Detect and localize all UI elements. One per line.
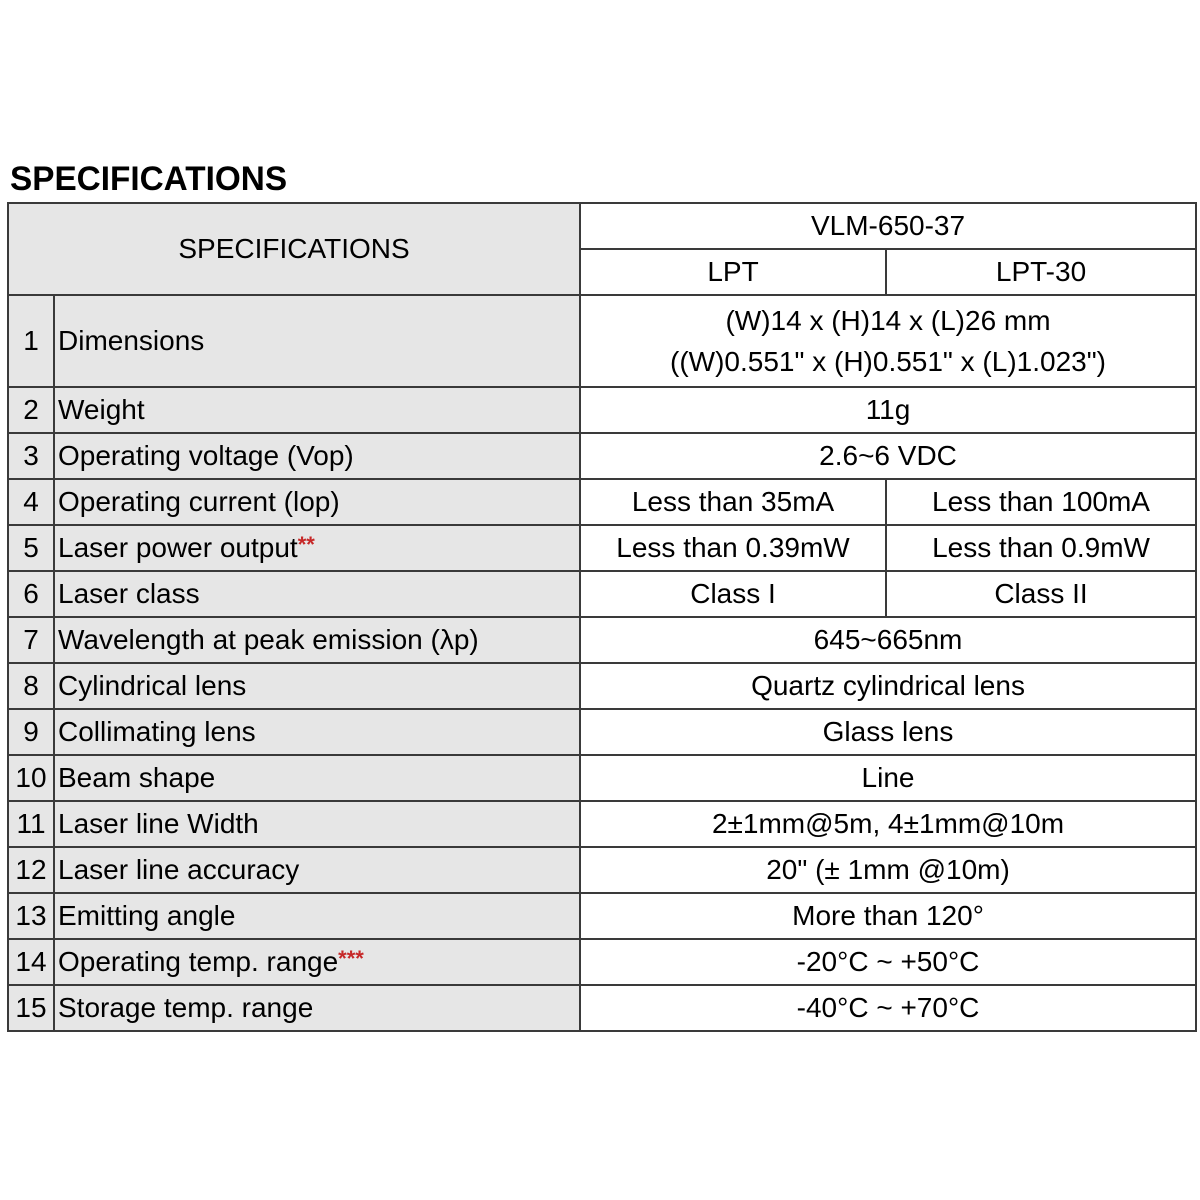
row-number: 6	[8, 571, 54, 617]
row-value-lpt30: Less than 0.9mW	[886, 525, 1196, 571]
table-row	[8, 295, 1196, 387]
row-label: Laser line Width	[54, 801, 580, 847]
row-value: 20" (± 1mm @10m)	[580, 847, 1196, 893]
table-row	[8, 663, 1196, 709]
row-value-lpt: Less than 0.39mW	[580, 525, 886, 571]
footnote-mark: ***	[338, 945, 364, 971]
row-number: 10	[8, 755, 54, 801]
table-row	[8, 847, 1196, 893]
row-label: Beam shape	[54, 755, 580, 801]
row-number: 3	[8, 433, 54, 479]
row-label: Storage temp. range	[54, 985, 580, 1031]
row-number: 1	[8, 295, 54, 387]
row-label: Laser class	[54, 571, 580, 617]
table-row	[8, 985, 1196, 1031]
row-label	[54, 525, 580, 571]
row-value: Quartz cylindrical lens	[580, 663, 1196, 709]
row-label: Emitting angle	[54, 893, 580, 939]
header-col-lpt30: LPT-30	[886, 249, 1196, 295]
row-label-text: Operating temp. range	[58, 945, 339, 977]
row-label: Laser line accuracy	[54, 847, 580, 893]
header-spec-label: SPECIFICATIONS	[8, 203, 580, 295]
footnote-mark: **	[297, 531, 315, 557]
row-label: Wavelength at peak emission (λp)	[54, 617, 580, 663]
row-number: 5	[8, 525, 54, 571]
row-value: -40°C ~ +70°C	[580, 985, 1196, 1031]
row-label-text: Laser power output	[58, 531, 298, 563]
row-label: Collimating lens	[54, 709, 580, 755]
table-row	[8, 893, 1196, 939]
table-row	[8, 939, 1196, 985]
row-label: Operating current (lop)	[54, 479, 580, 525]
table-row	[8, 433, 1196, 479]
row-number: 12	[8, 847, 54, 893]
row-value-lpt: Class I	[580, 571, 886, 617]
row-label: Dimensions	[54, 295, 580, 387]
row-label: Cylindrical lens	[54, 663, 580, 709]
header-col-lpt: LPT	[580, 249, 886, 295]
row-number: 9	[8, 709, 54, 755]
table-row	[8, 479, 1196, 525]
row-number: 15	[8, 985, 54, 1031]
row-value: Line	[580, 755, 1196, 801]
specifications-table	[7, 202, 1197, 1032]
header-model: VLM-650-37	[580, 203, 1196, 249]
table-row	[8, 755, 1196, 801]
row-value-line2: ((W)0.551" x (H)0.551" x (L)1.023")	[670, 346, 1106, 377]
row-value: 2.6~6 VDC	[580, 433, 1196, 479]
row-value: More than 120°	[580, 893, 1196, 939]
row-value-lpt30: Less than 100mA	[886, 479, 1196, 525]
table-row	[8, 571, 1196, 617]
row-value: -20°C ~ +50°C	[580, 939, 1196, 985]
row-label	[54, 939, 580, 985]
row-value-lpt: Less than 35mA	[580, 479, 886, 525]
row-value-line1: (W)14 x (H)14 x (L)26 mm	[725, 305, 1051, 336]
row-number: 13	[8, 893, 54, 939]
row-label: Operating voltage (Vop)	[54, 433, 580, 479]
row-number: 4	[8, 479, 54, 525]
table-row	[8, 525, 1196, 571]
row-number: 11	[8, 801, 54, 847]
row-value: Glass lens	[580, 709, 1196, 755]
header-row-1	[8, 203, 1196, 249]
row-number: 2	[8, 387, 54, 433]
page-title: SPECIFICATIONS	[10, 160, 288, 198]
table-row	[8, 709, 1196, 755]
row-value: 2±1mm@5m, 4±1mm@10m	[580, 801, 1196, 847]
table-row	[8, 387, 1196, 433]
row-value-lpt30: Class II	[886, 571, 1196, 617]
row-number: 8	[8, 663, 54, 709]
table-row	[8, 617, 1196, 663]
row-number: 7	[8, 617, 54, 663]
table-row	[8, 801, 1196, 847]
row-label: Weight	[54, 387, 580, 433]
row-number: 14	[8, 939, 54, 985]
row-value	[580, 295, 1196, 387]
row-value: 11g	[580, 387, 1196, 433]
row-value: 645~665nm	[580, 617, 1196, 663]
